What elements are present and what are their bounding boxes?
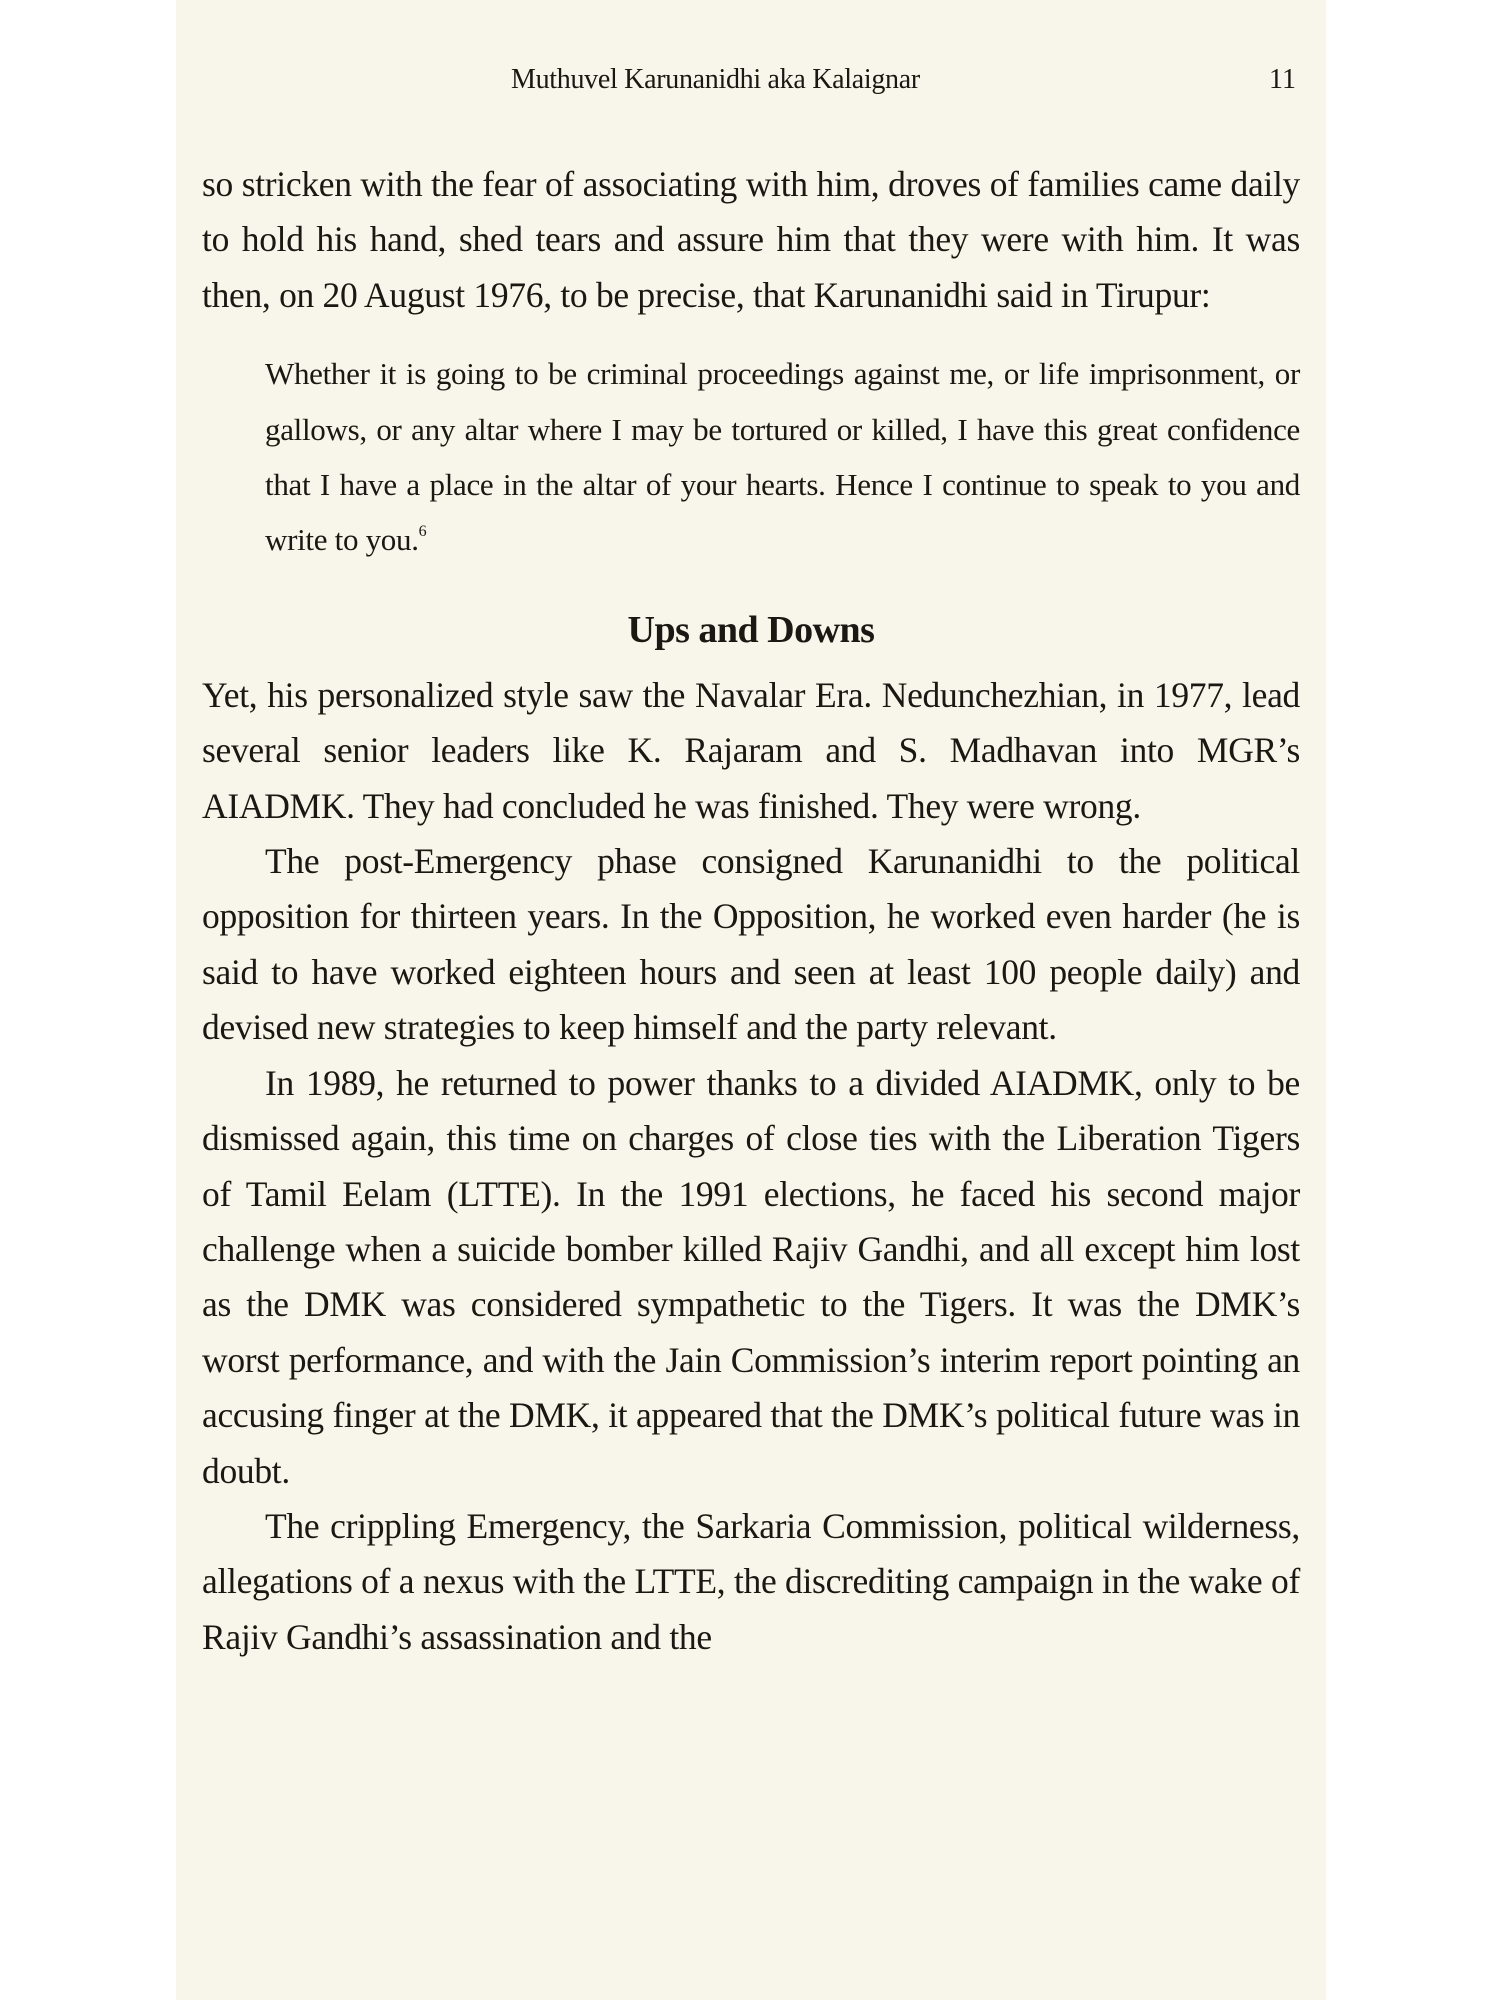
paragraph: Yet, his personalized style saw the Navalar Era. Nedunchezhian, in 1977, lead several senior leaders like K. Rajaram and S. Madhavan into MGR’s AIADMK. They had concluded he was finished. They were wrong. bbox=[202, 674, 1300, 826]
block-quote bbox=[202, 346, 1300, 568]
section-heading: Ups and Downs bbox=[627, 608, 875, 651]
running-head bbox=[176, 60, 1326, 100]
page-number: 11 bbox=[1269, 64, 1296, 95]
quote-text: Whether it is going to be criminal proceedings against me, or life imprisonment, or gallows, or any altar where I may be tortured or killed, I have this great confidence that I have a place in the altar of your hearts. Hence I continue to speak to you and write to you. bbox=[265, 356, 1300, 558]
paragraph: The post-Emergency phase consigned Karunanidhi to the political opposition for thirteen years. In the Opposition, he worked even harder (he is said to have worked eighteen hours and seen at least 100 people daily) and devised new strategies to keep himself and the party relevant. bbox=[202, 841, 1300, 1048]
running-title: Muthuvel Karunanidhi aka Kalaignar bbox=[511, 64, 920, 95]
paragraph-continued: so stricken with the fear of associating with him, droves of families came daily to hold his hand, shed tears and assure him that they were with him. It was then, on 20 August 1976, to be precise, that Karunanidhi said in Tirupur: bbox=[202, 164, 1300, 315]
paragraph: The crippling Emergency, the Sarkaria Commission, political wilderness, allegations of a nexus with the LTTE, the discrediting campaign in the wake of Rajiv Gandhi’s assassination and the bbox=[202, 1505, 1300, 1657]
footnote-marker: 6 bbox=[418, 523, 427, 541]
body-text bbox=[202, 157, 1300, 1665]
book-page bbox=[176, 0, 1326, 2000]
paragraph: In 1989, he returned to power thanks to a divided AIADMK, only to be dismissed again, this time on charges of close ties with the Liberation Tigers of Tamil Eelam (LTTE). In the 1991 elections, he faced his second major challenge when a suicide bomber killed Rajiv Gandhi, and all except him lost as the DMK was considered sympathetic to the Tigers. It was the DMK’s worst performance, and with the Jain Commission’s interim report pointing an accusing finger at the DMK, it appeared that the DMK’s political future was in doubt. bbox=[202, 1062, 1300, 1491]
